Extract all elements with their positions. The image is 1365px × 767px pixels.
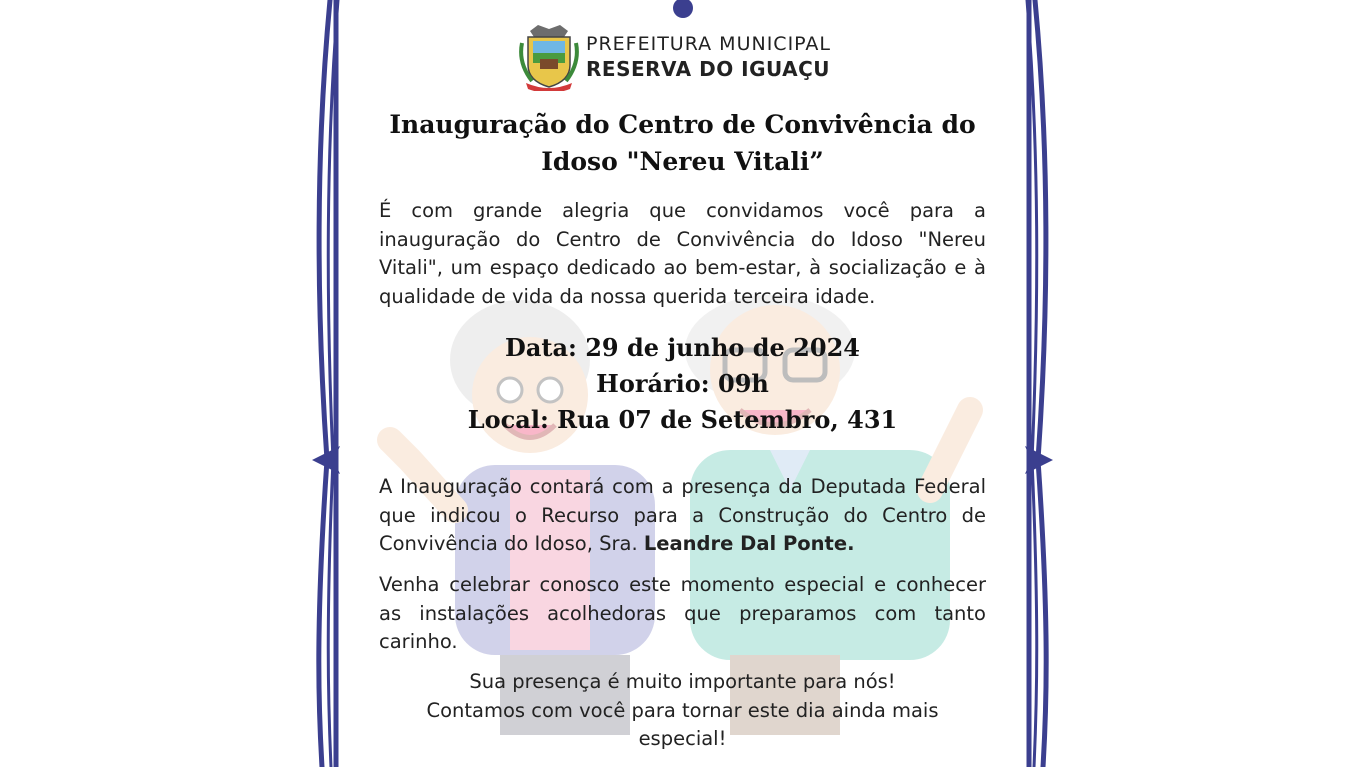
logo-text bbox=[586, 34, 831, 80]
closing-line-2: Contamos com você para tornar este dia ainda mais especial! bbox=[426, 698, 939, 750]
municipal-crest-icon bbox=[518, 23, 580, 91]
invite-paragraph: Venha celebrar conosco este momento especial e conhecer as instalações acolhedoras que preparamos com tanto carinho. bbox=[379, 573, 986, 653]
closing-message bbox=[400, 668, 965, 754]
guest-text: A Inauguração contará com a presença da Deputada Federal que indicou o Recurso para a Construção do Centro de Convivência do Idoso, Sra. bbox=[379, 475, 986, 555]
logo-line-2: RESERVA DO IGUAÇU bbox=[586, 56, 831, 81]
logo-line-1: PREFEITURA MUNICIPAL bbox=[586, 33, 831, 56]
intro-paragraph: É com grande alegria que convidamos você para a inauguração do Centro de Convivência do Idoso "Nereu Vitali", um espaço dedicado ao bem-estar, à socialização e à qualidade de vida da nossa querida terceira idade. bbox=[379, 199, 986, 308]
event-date: Data: 29 de junho de 2024 bbox=[505, 333, 860, 362]
page-title bbox=[360, 106, 1005, 180]
guest-name: Leandre Dal Ponte. bbox=[643, 532, 855, 555]
event-time: Horário: 09h bbox=[596, 369, 769, 398]
closing-line-1: Sua presença é muito importante para nós! bbox=[469, 670, 896, 693]
title-line-2: Idoso "Nereu Vitali” bbox=[541, 147, 824, 176]
guest-paragraph bbox=[379, 473, 986, 559]
municipal-logo bbox=[518, 22, 831, 92]
title-line-1: Inauguração do Centro de Convivência do bbox=[389, 110, 976, 139]
event-location: Local: Rua 07 de Setembro, 431 bbox=[467, 405, 898, 434]
event-details bbox=[360, 330, 1005, 438]
